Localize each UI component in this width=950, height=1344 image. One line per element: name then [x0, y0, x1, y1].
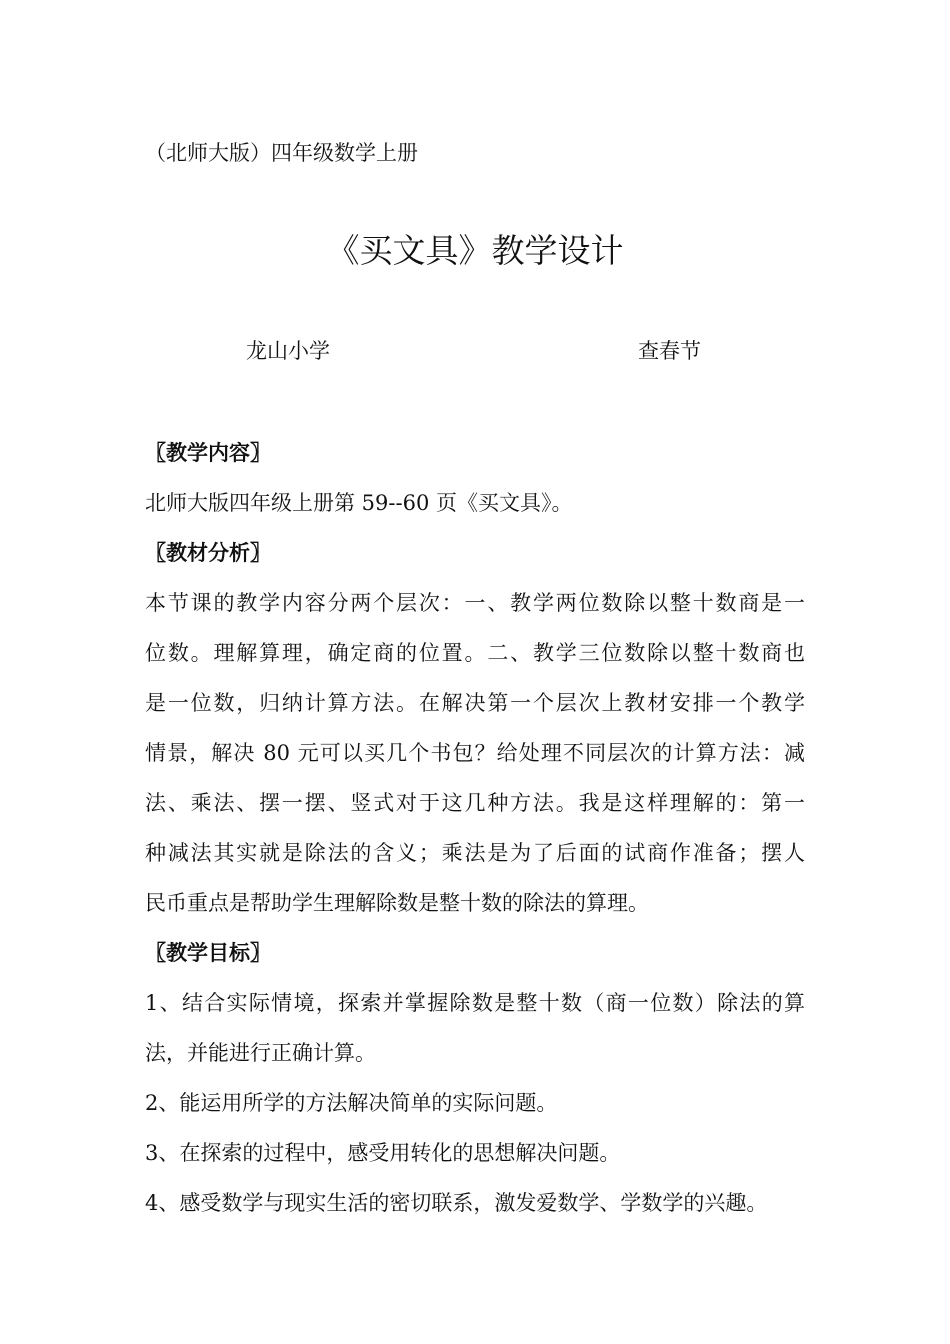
- analysis-line: 是一位数，归纳计算方法。在解决第一个层次上教材安排一个教学: [145, 691, 805, 715]
- analysis-line: 情景，解决 80 元可以买几个书包？给处理不同层次的计算方法：减: [145, 741, 805, 765]
- analysis-paragraph: [145, 578, 805, 928]
- analysis-line: 本节课的教学内容分两个层次：一、教学两位数除以整十数商是一: [145, 591, 805, 615]
- document-body: [145, 428, 805, 1228]
- document-title: 《买文具》教学设计: [326, 231, 624, 270]
- section-heading-analysis: 〖教材分析〗: [145, 540, 271, 565]
- goal-item-1: [145, 978, 805, 1078]
- school-name: 龙山小学: [246, 339, 330, 363]
- goal-item-3: 3、在探索的过程中，感受用转化的思想解决问题。: [145, 1141, 621, 1165]
- analysis-line: 民币重点是帮助学生理解除数是整十数的除法的算理。: [145, 891, 649, 915]
- analysis-line: 位数。理解算理，确定商的位置。二、教学三位数除以整十数商也: [145, 641, 805, 665]
- section-heading-content: 〖教学内容〗: [145, 440, 271, 465]
- author-name: 查春节: [638, 339, 701, 363]
- goal-item-2: 2、能运用所学的方法解决简单的实际问题。: [145, 1091, 558, 1115]
- goal-item-4: 4、感受数学与现实生活的密切联系，激发爱数学、学数学的兴趣。: [145, 1191, 768, 1215]
- analysis-line: 法、乘法、摆一摆、竖式对于这几种方法。我是这样理解的：第一: [145, 791, 805, 815]
- goal-line: 法，并能进行正确计算。: [145, 1041, 376, 1065]
- analysis-line: 种减法其实就是除法的含义；乘法是为了后面的试商作准备；摆人: [145, 841, 805, 865]
- content-text: 北师大版四年级上册第 59--60 页《买文具》。: [145, 491, 573, 515]
- goal-line: 1、结合实际情境，探索并掌握除数是整十数（商一位数）除法的算: [145, 991, 805, 1015]
- section-heading-goals: 〖教学目标〗: [145, 940, 271, 965]
- edition-label: （北师大版）四年级数学上册: [145, 141, 418, 165]
